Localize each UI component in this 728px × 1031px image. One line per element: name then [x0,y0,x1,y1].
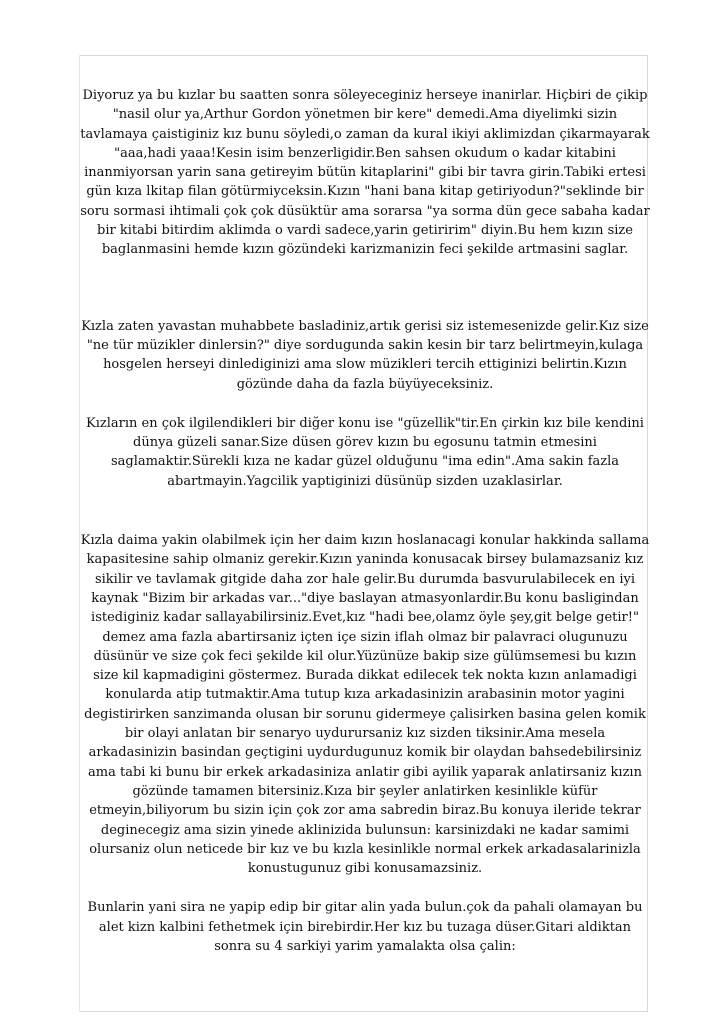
paragraph-spacer [80,394,650,414]
paragraph-2: Kızla zaten yavastan muhabbete basladiniz,artık gerisi siz istemesenizde gelir.Kız size "ne tür müzikler dinlersin?" diye sordugunda sakin kesin bir tarz belirtmeyin,kulaga hosgelen herseyi dinlediginizi ama slow müzikleri tercih ettiginizi belirtin.Kızın gözünde daha da fazla büyüyeceksiniz. [81,318,649,392]
paragraph-spacer [80,878,650,898]
paragraph-4: Kızla daima yakin olabilmek için her daim kızın hoslanacagi konular hakkinda sallama kapasitesine sahip olmaniz gerekir.Kızın yaninda konusacak birsey bulamazsaniz kız sikilir ve tavlamak gitgide daha zor hale gelir.Bu durumda basvurulabilecek en iyi kaynak "Bizim bir arkadas var..."diye baslayan atmasyonlardir.Bu konu basligindan istediginiz kadar sallayabilirsiniz.Evet,kız "hadi bee,olamz öyle şey,git belge getir!" demez ama fazla abartirsaniz içten içe sizin iflah olmaz bir palavraci olugunuzu düsünür ve size çok feci şekilde kil olur.Yüzünüze bakip size gülümsemesi bu kızın size kil kapmadigini göstermez. Burada dikkat edilecek tek nokta kızın anlamadigi konularda atip tutmaktir.Ama tutup kıza arkadasinizin arabasinin motor yagini degistirirken sanzimanda olusan bir sorunu gidermeye çalisirken basina gelen komik bir olayi anlatan bir senaryo uydurursaniz kız sizden tiksinir.Ama mesela arkadasinizin basindan geçtigini uydurdugunuz komik bir olaydan bahsedebilirsiniz ama tabi ki bunu bir erkek arkadasiniza anlatir gibi ayilik yaparak anlatirsaniz kızın gözünde tamamen bitersiniz.Kıza bir şeyler anlatirken kesinlikle küfür etmeyin,biliyorum bu sizin için çok zor ama sabredin biraz.Bu konuya ileride tekrar deginecegiz ama sizin yinede aklinizida bulunsun: karsinizdaki ne kadar samimi olursaniz olun neticede bir kız ve bu kızla kesinlikle normal erkek arkadasalarinizla konustugunuz gibi konusamazsiniz. [80,533,650,877]
paragraph-spacer [80,491,650,531]
document-body [80,86,650,956]
paragraph-1: Diyoruz ya bu kızlar bu saatten sonra söleyeceginiz herseye inanirlar. Hiçbiri de çikip "nasil olur ya,Arthur Gordon yönetmen bir kere" demedi.Ama diyelimki sizin tavlamaya çaistiginiz kız bunu söyledi,o zaman da kural ikiyi aklimizdan çikarmayarak "aaa,hadi yaaa!Kesin isim benzerligidir.Ben sahsen okudum o kadar kitabini inanmiyorsan yarin sana getireyim bütün kitaplarini" gibi bir tavra girin.Tabiki ertesi gün kıza lkitap filan götürmiyceksin.Kızın "hani bana kitap getiriyodun?"seklinde bir soru sormasi ihtimali çok çok düsüktür ama sorarsa "ya sorma dün gece sabaha kadar bir kitabi bitirdim aklimda o vardi sadece,yarin getiririm" diyin.Bu hem kızın size baglanmasini hemde kızın gözündeki karizmanizin feci şekilde artmasini saglar. [80,88,650,258]
paragraph-5: Bunlarin yani sira ne yapip edip bir gitar alin yada bulun.çok da pahali olamayan bu alet kizn kalbini fethetmek için birebirdir.Her kız bu tuzaga düser.Gitari aldiktan sonra su 4 sarkiyi yarim yamalakta olsa çalin: [87,900,643,954]
paragraph-spacer [80,260,650,317]
paragraph-3: Kızların en çok ilgilendikleri bir diğer konu ise "güzellik"tir.En çirkin kız bile kendini dünya güzeli sanar.Size düsen görev kızın bu egosunu tatmin etmesini saglamaktir.Sürekli kıza ne kadar güzel olduğunu "ima edin".Ama sakin fazla abartmayin.Yagcilik yaptiginizi düsünüp sizden uzaklasirlar. [86,415,644,489]
